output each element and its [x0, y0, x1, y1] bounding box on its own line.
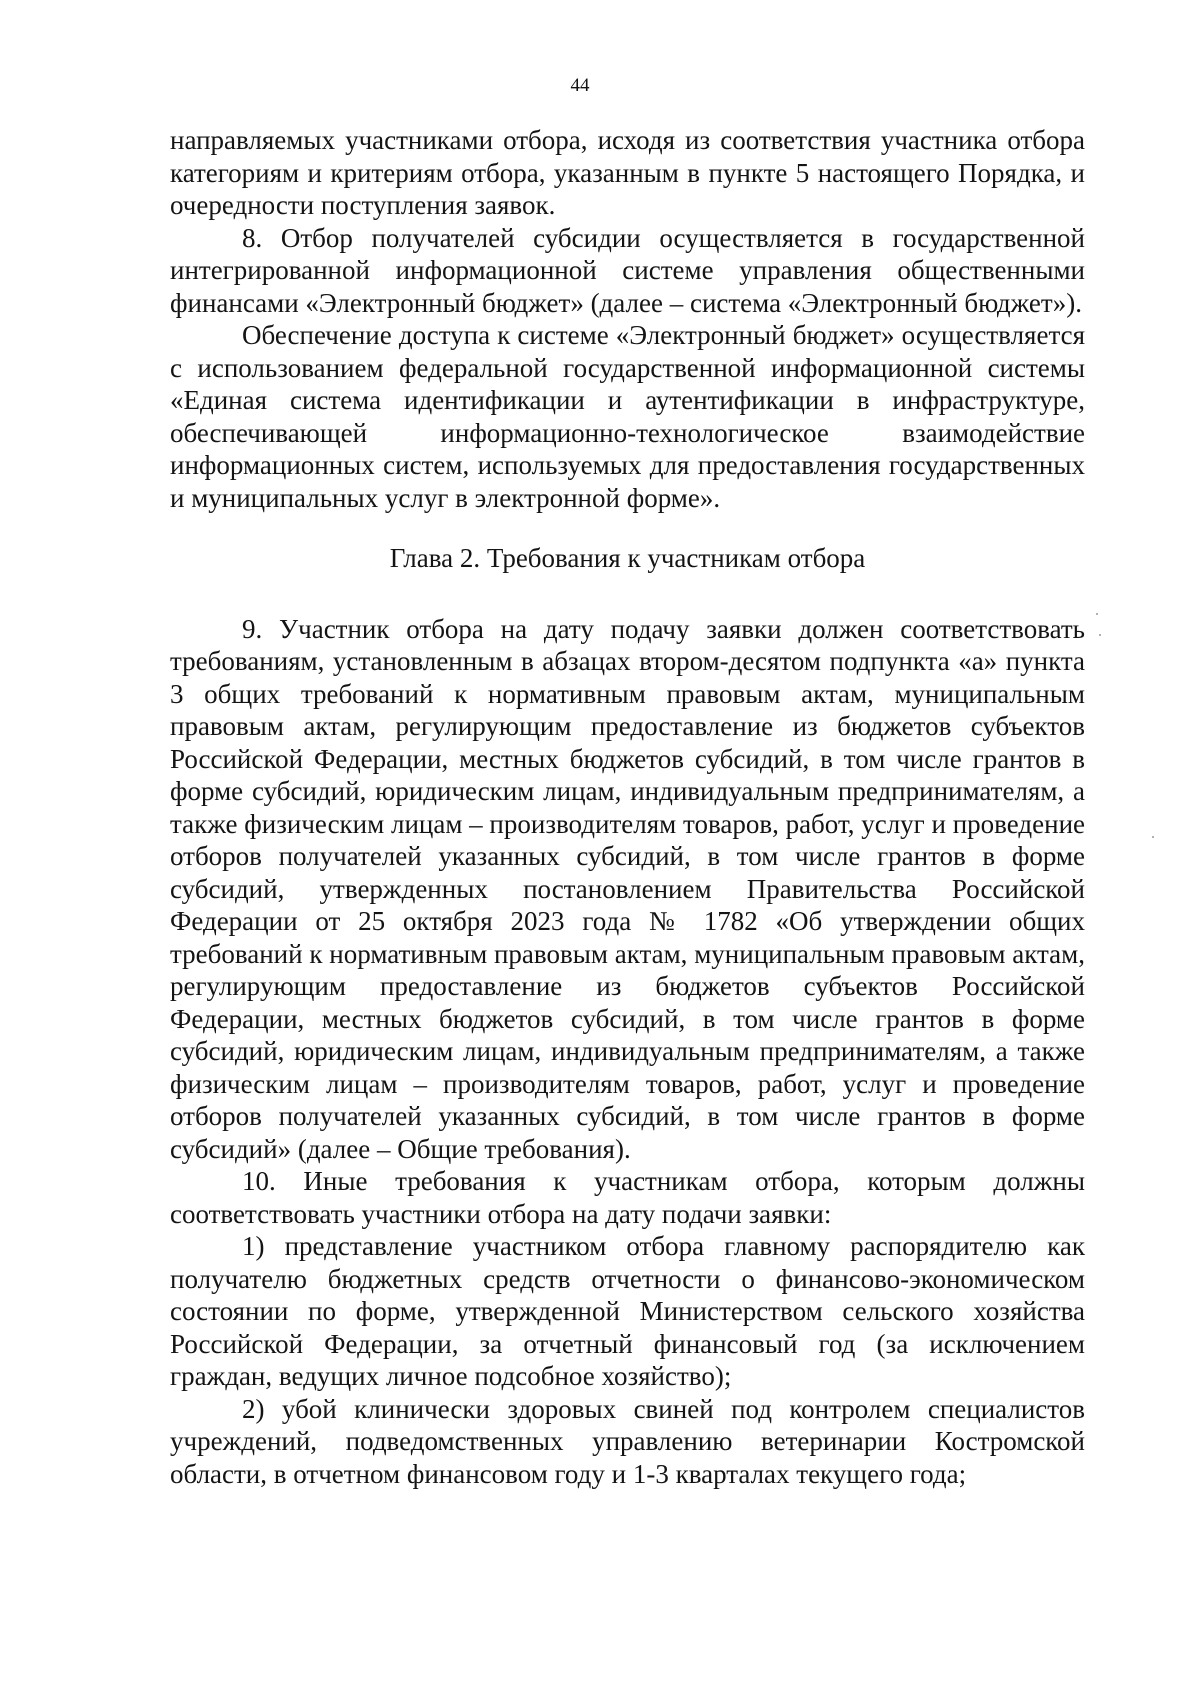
paragraph-10: 10. Иные требования к участникам отбора, которым должны соответствовать участники отбора на дату подачи заявки: [170, 1166, 1085, 1229]
paragraph-10-item-2: 2) убой клинически здоровых свиней под контролем специалистов учреждений, подведомственных управлению ветеринарии Костромской области, в отчетном финансовом году и 1-3 кварталах текущего года; [170, 1393, 1085, 1489]
scan-speck [1096, 613, 1098, 615]
page-number: 44 [570, 75, 590, 96]
paragraph-10-item-1: 1) представление участником отбора главному распорядителю как получателю бюджетных средств отчетности о финансово-экономическом состоянии по форме, утвержденной Министерством сельского хозяйства Российской Федерации, за отчетный финансовый год (за исключением граждан, ведущих личное подсобное хозяйство); [170, 1231, 1085, 1391]
document-body [170, 124, 1085, 1490]
scan-speck [1152, 836, 1154, 838]
chapter-heading: Глава 2. Требования к участникам отбора [389, 543, 866, 573]
scan-speck [1099, 634, 1101, 636]
paragraph-9: 9. Участник отбора на дату подачу заявки должен соответствовать требованиям, установленным в абзацах втором-десятом подпункта «а» пункта 3 общих требований к нормативным правовым актам, муниципальным правовым актам, регулирующим предоставление из бюджетов субъектов Российской Федерации, местных бюджетов субсидий, в том числе грантов в форме субсидий, юридическим лицам, индивидуальным предпринимателям, а также физическим лицам – производителям товаров, работ, услуг и проведение отборов получателей указанных субсидий, в том числе грантов в форме субсидий, утвержденных постановлением Правительства Российской Федерации от 25 октября 2023 года № 1782 «Об утверждении общих требований к нормативным правовым актам, муниципальным правовым актам, регулирующим предоставление из бюджетов субъектов Российской Федерации, местных бюджетов субсидий, в том числе грантов в форме субсидий, юридическим лицам, индивидуальным предпринимателям, а также физическим лицам – производителям товаров, работ, услуг и проведение отборов получателей указанных субсидий, в том числе грантов в форме субсидий» (далее – Общие требования). [170, 613, 1085, 1164]
paragraph-access: Обеспечение доступа к системе «Электронный бюджет» осуществляется с использованием федеральной государственной информационной системы «Единая система идентификации и аутентификации в инфраструктуре, обеспечивающей информационно-технологическое взаимодействие информационных систем, используемых для предоставления государственных и муниципальных услуг в электронной форме». [170, 320, 1085, 513]
paragraph-continuation: направляемых участниками отбора, исходя из соответствия участника отбора категориям и критериям отбора, указанным в пункте 5 настоящего Порядка, и очередности поступления заявок. [170, 125, 1085, 220]
paragraph-8: 8. Отбор получателей субсидии осуществляется в государственной интегрированной информационной системе управления общественными финансами «Электронный бюджет» (далее – система «Электронный бюджет»). [170, 222, 1085, 318]
